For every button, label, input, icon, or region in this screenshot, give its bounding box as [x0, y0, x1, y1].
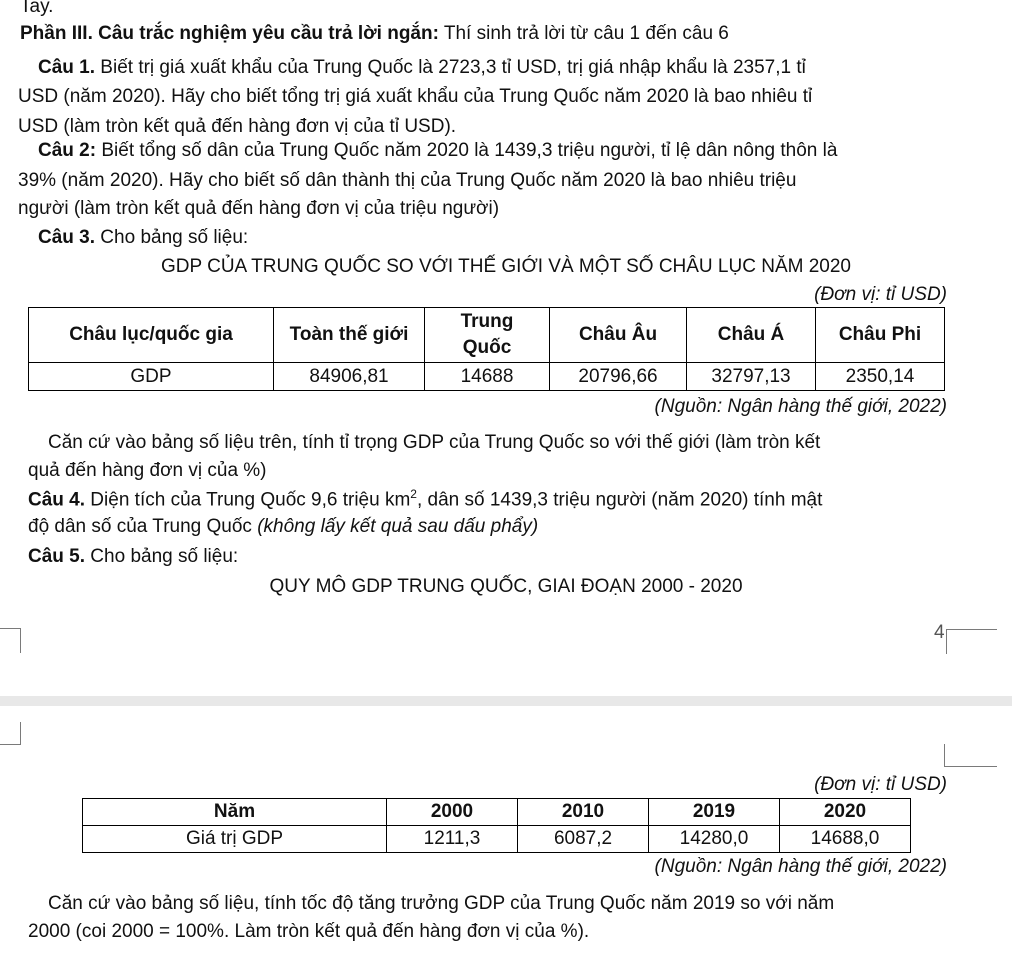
- q5-data-cell: 1211,3: [387, 826, 518, 853]
- q5-table-data-row: [83, 826, 911, 853]
- q5-header-cell: 2019: [649, 799, 780, 826]
- q3-data-cell: 84906,81: [274, 363, 425, 391]
- q2-line1: [38, 140, 837, 162]
- q5-header-cell: 2000: [387, 799, 518, 826]
- q3-table-title: GDP CỦA TRUNG QUỐC SO VỚI THẾ GIỚI VÀ MỘT SỐ CHÂU LỤC NĂM 2020: [161, 256, 851, 277]
- q3-header-trung-quoc: Trung Quốc: [460, 311, 514, 358]
- crop-mark: [0, 628, 21, 653]
- top-fragment-text: Tay.: [20, 0, 54, 17]
- section-heading: [20, 23, 729, 45]
- q3-unit: (Đơn vị: tỉ USD): [814, 284, 947, 305]
- section-heading-bold: Phần III. Câu trắc nghiệm yêu cầu trả lời ngắn:: [20, 23, 439, 44]
- section-heading-rest: Thí sinh trả lời từ câu 1 đến câu 6: [438, 23, 729, 44]
- q3-table: [28, 307, 945, 391]
- q1-line1: [38, 57, 806, 79]
- q3-data-cell: 14688: [425, 363, 550, 391]
- q4-label: Câu 4.: [28, 489, 86, 511]
- q3-header-cell: Châu Phi: [816, 308, 945, 363]
- q1-label: Câu 1.: [38, 57, 96, 78]
- q3-data-cell: 20796,66: [550, 363, 687, 391]
- q3-data-cell: GDP: [29, 363, 274, 391]
- q5-header-cell: Năm: [83, 799, 387, 826]
- q3-header-cell: [425, 308, 550, 363]
- crop-mark: [946, 629, 997, 654]
- q5-table-title: QUY MÔ GDP TRUNG QUỐC, GIAI ĐOẠN 2000 - 2020: [269, 576, 743, 597]
- q5-data-cell: 6087,2: [518, 826, 649, 853]
- q3-header-cell: Châu lục/quốc gia: [29, 308, 274, 363]
- q2-line1-text: Biết tổng số dân của Trung Quốc năm 2020 là 1439,3 triệu người, tỉ lệ dân nông thôn là: [96, 140, 838, 161]
- q4-line2-plain: độ dân số của Trung Quốc: [28, 516, 258, 537]
- q3-table-header-row: [29, 308, 945, 363]
- q3-intro: [38, 227, 248, 249]
- q3-label: Câu 3.: [38, 227, 96, 248]
- q5-table: [82, 798, 911, 853]
- q5-header-cell: 2020: [780, 799, 911, 826]
- q5-ask-line2: 2000 (coi 2000 = 100%. Làm tròn kết quả đến hàng đơn vị của %).: [28, 921, 590, 942]
- q5-intro: [28, 546, 238, 568]
- q3-source: (Nguồn: Ngân hàng thế giới, 2022): [654, 396, 947, 417]
- q5-label: Câu 5.: [28, 546, 86, 567]
- q1-line1-text: Biết trị giá xuất khẩu của Trung Quốc là 2723,3 tỉ USD, trị giá nhập khẩu là 2357,1 tỉ: [95, 57, 806, 78]
- q5-header-cell: 2010: [518, 799, 649, 826]
- q3-header-cell: Châu Á: [687, 308, 816, 363]
- crop-mark: [944, 744, 997, 767]
- page-number: 4: [934, 622, 945, 643]
- q4-line2: [28, 516, 538, 538]
- q3-header-cell: Toàn thế giới: [274, 308, 425, 363]
- q4-text-a: Diện tích của Trung Quốc 9,6 triệu km: [85, 489, 411, 511]
- crop-mark: [0, 722, 21, 745]
- q3-table-data-row: [29, 363, 945, 391]
- q2-label: Câu 2:: [38, 140, 97, 161]
- q5-unit: (Đơn vị: tỉ USD): [814, 774, 947, 795]
- q3-data-cell: 32797,13: [687, 363, 816, 391]
- q3-header-cell: Châu Âu: [550, 308, 687, 363]
- page-break-separator: [0, 696, 1012, 706]
- q2-line2: 39% (năm 2020). Hãy cho biết số dân thành thị của Trung Quốc năm 2020 là bao nhiêu triệu: [18, 170, 797, 191]
- q3-ask-line2: quả đến hàng đơn vị của %): [28, 460, 267, 481]
- q1-line2: USD (năm 2020). Hãy cho biết tổng trị giá xuất khẩu của Trung Quốc năm 2020 là bao nhiêu tỉ: [18, 86, 813, 107]
- q5-table-header-row: [83, 799, 911, 826]
- q3-data-cell: 2350,14: [816, 363, 945, 391]
- q5-data-cell: 14688,0: [780, 826, 911, 853]
- q3-ask-line1: Căn cứ vào bảng số liệu trên, tính tỉ trọng GDP của Trung Quốc so với thế giới (làm tròn kết: [48, 432, 821, 453]
- q4-line1: [28, 487, 822, 511]
- q5-intro-text: Cho bảng số liệu:: [85, 546, 239, 567]
- q4-text-b: , dân số 1439,3 triệu người (năm 2020) tính mật: [416, 489, 823, 511]
- q3-intro-text: Cho bảng số liệu:: [95, 227, 249, 248]
- q4-superscript: 2: [410, 487, 417, 501]
- q5-ask-line1: Căn cứ vào bảng số liệu, tính tốc độ tăng trưởng GDP của Trung Quốc năm 2019 so với năm: [48, 893, 835, 914]
- q2-line3: người (làm tròn kết quả đến hàng đơn vị của triệu người): [18, 198, 500, 219]
- q5-data-cell: 14280,0: [649, 826, 780, 853]
- q4-line2-italic: (không lấy kết quả sau dấu phẩy): [257, 516, 539, 537]
- q1-line3: USD (làm tròn kết quả đến hàng đơn vị của tỉ USD).: [18, 116, 457, 137]
- q5-data-cell: Giá trị GDP: [83, 826, 387, 853]
- q5-source: (Nguồn: Ngân hàng thế giới, 2022): [654, 856, 947, 877]
